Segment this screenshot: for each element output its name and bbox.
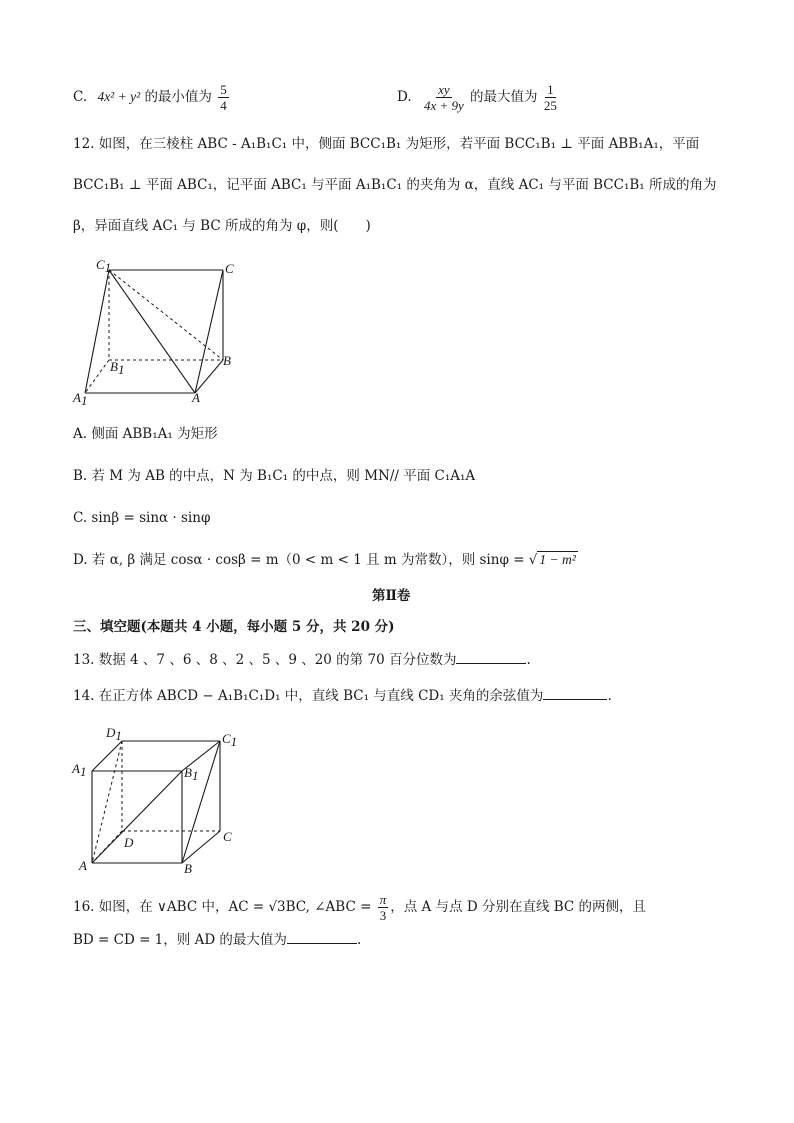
label-b1: B1 [110,359,125,377]
option-label: D. [397,89,412,105]
denominator: 4x + 9y [423,98,464,113]
q12-line3: β，异面直线 AC₁ 与 BC 所成的角为 φ，则( ) [73,218,371,234]
option-text: 的最小值为 [144,89,212,105]
q16-text-post: ，点 A 与点 D 分别在直线 BC 的两侧，且 [390,899,647,915]
label-d1: D1 [106,725,122,743]
option-label: C. [73,89,88,105]
label-a1: A1 [73,390,88,405]
q16-text-pre: 16. 如图，在 ∨ABC 中，AC = √3BC, ∠ABC = [73,899,372,915]
prism-figure [70,255,270,405]
option-text: 的最大值为 [470,89,538,105]
cube-figure [70,725,250,875]
answer-blank [287,931,357,944]
option-d-text: D. 若 α, β 满足 cosα · cosβ = m（0 < m < 1 且 m 为常数），则 sinφ = [73,552,529,568]
q13-text: 13. 数据 4 、7 、6 、8 、2 、5 、9 、20 的第 70 百分位数为 [73,652,457,668]
option-c-row [73,82,231,113]
numerator: 5 [220,82,227,97]
q16-end: . [356,932,362,948]
denominator: 4 [220,98,227,113]
fraction [378,892,389,923]
label-a: A [192,390,200,405]
option-d-row [397,82,559,113]
numerator: π [379,892,387,907]
numerator: xy [438,82,450,97]
label-c1: C1 [222,731,238,749]
answer-blank [543,687,607,700]
label-b1: B1 [184,765,199,783]
denominator: 3 [379,908,387,923]
q12-line2: BCC₁B₁ ⊥ 平面 ABC₁，记平面 ABC₁ 与平面 A₁B₁C₁ 的夹角为 α，直线 AC₁ 与平面 BCC₁B₁ 所成的角为 [73,177,717,193]
label-b: B [184,861,192,875]
section-heading: 三、填空题(本题共 4 小题，每小题 5 分，共 20 分) [73,619,395,635]
q12-option-c: C. sinβ = sinα · sinφ [73,510,211,526]
q16-line2 [73,930,361,950]
q14-end: . [607,688,612,704]
label-a1: A1 [72,761,87,779]
label-c: C [223,829,232,844]
q12-line1: 12. 如图，在三棱柱 ABC - A₁B₁C₁ 中，侧面 BCC₁B₁ 为矩形，若平面 BCC₁B₁ ⊥ 平面 ABB₁A₁，平面 [73,136,700,152]
fraction [544,82,557,113]
radicand: 1 − m² [539,552,576,567]
label-c1: C1 [96,257,112,275]
q16-text: BD = CD = 1，则 AD 的最大值为 [73,932,287,948]
q14 [73,686,612,706]
q13 [73,650,531,670]
q12-option-d: D. 若 α, β 满足 cosα · cosβ = m（0 < m < 1 且 m 为常数），则 sinφ = √ 1 − m² [73,552,576,568]
q12-option-a: A. 侧面 ABB₁A₁ 为矩形 [73,426,218,442]
q13-end: . [526,652,531,668]
label-a: A [79,858,87,873]
answer-blank [456,651,526,664]
section-title: 第Ⅱ卷 [372,588,411,604]
label-d: D [124,835,134,850]
numerator: 1 [547,82,554,97]
label-b: B [223,353,231,368]
label-c: C [225,261,234,276]
fraction [218,82,229,113]
fraction [424,82,464,113]
q16-line1 [73,892,646,923]
q14-text: 14. 在正方体 ABCD − A₁B₁C₁D₁ 中，直线 BC₁ 与直线 CD₁ 夹角的余弦值为 [73,688,544,704]
q12-option-b: B. 若 M 为 AB 的中点，N 为 B₁C₁ 的中点，则 MN// 平面 C₁A₁A [73,468,476,484]
denominator: 25 [543,98,557,113]
math-expression: 4x² + y² [97,89,141,104]
